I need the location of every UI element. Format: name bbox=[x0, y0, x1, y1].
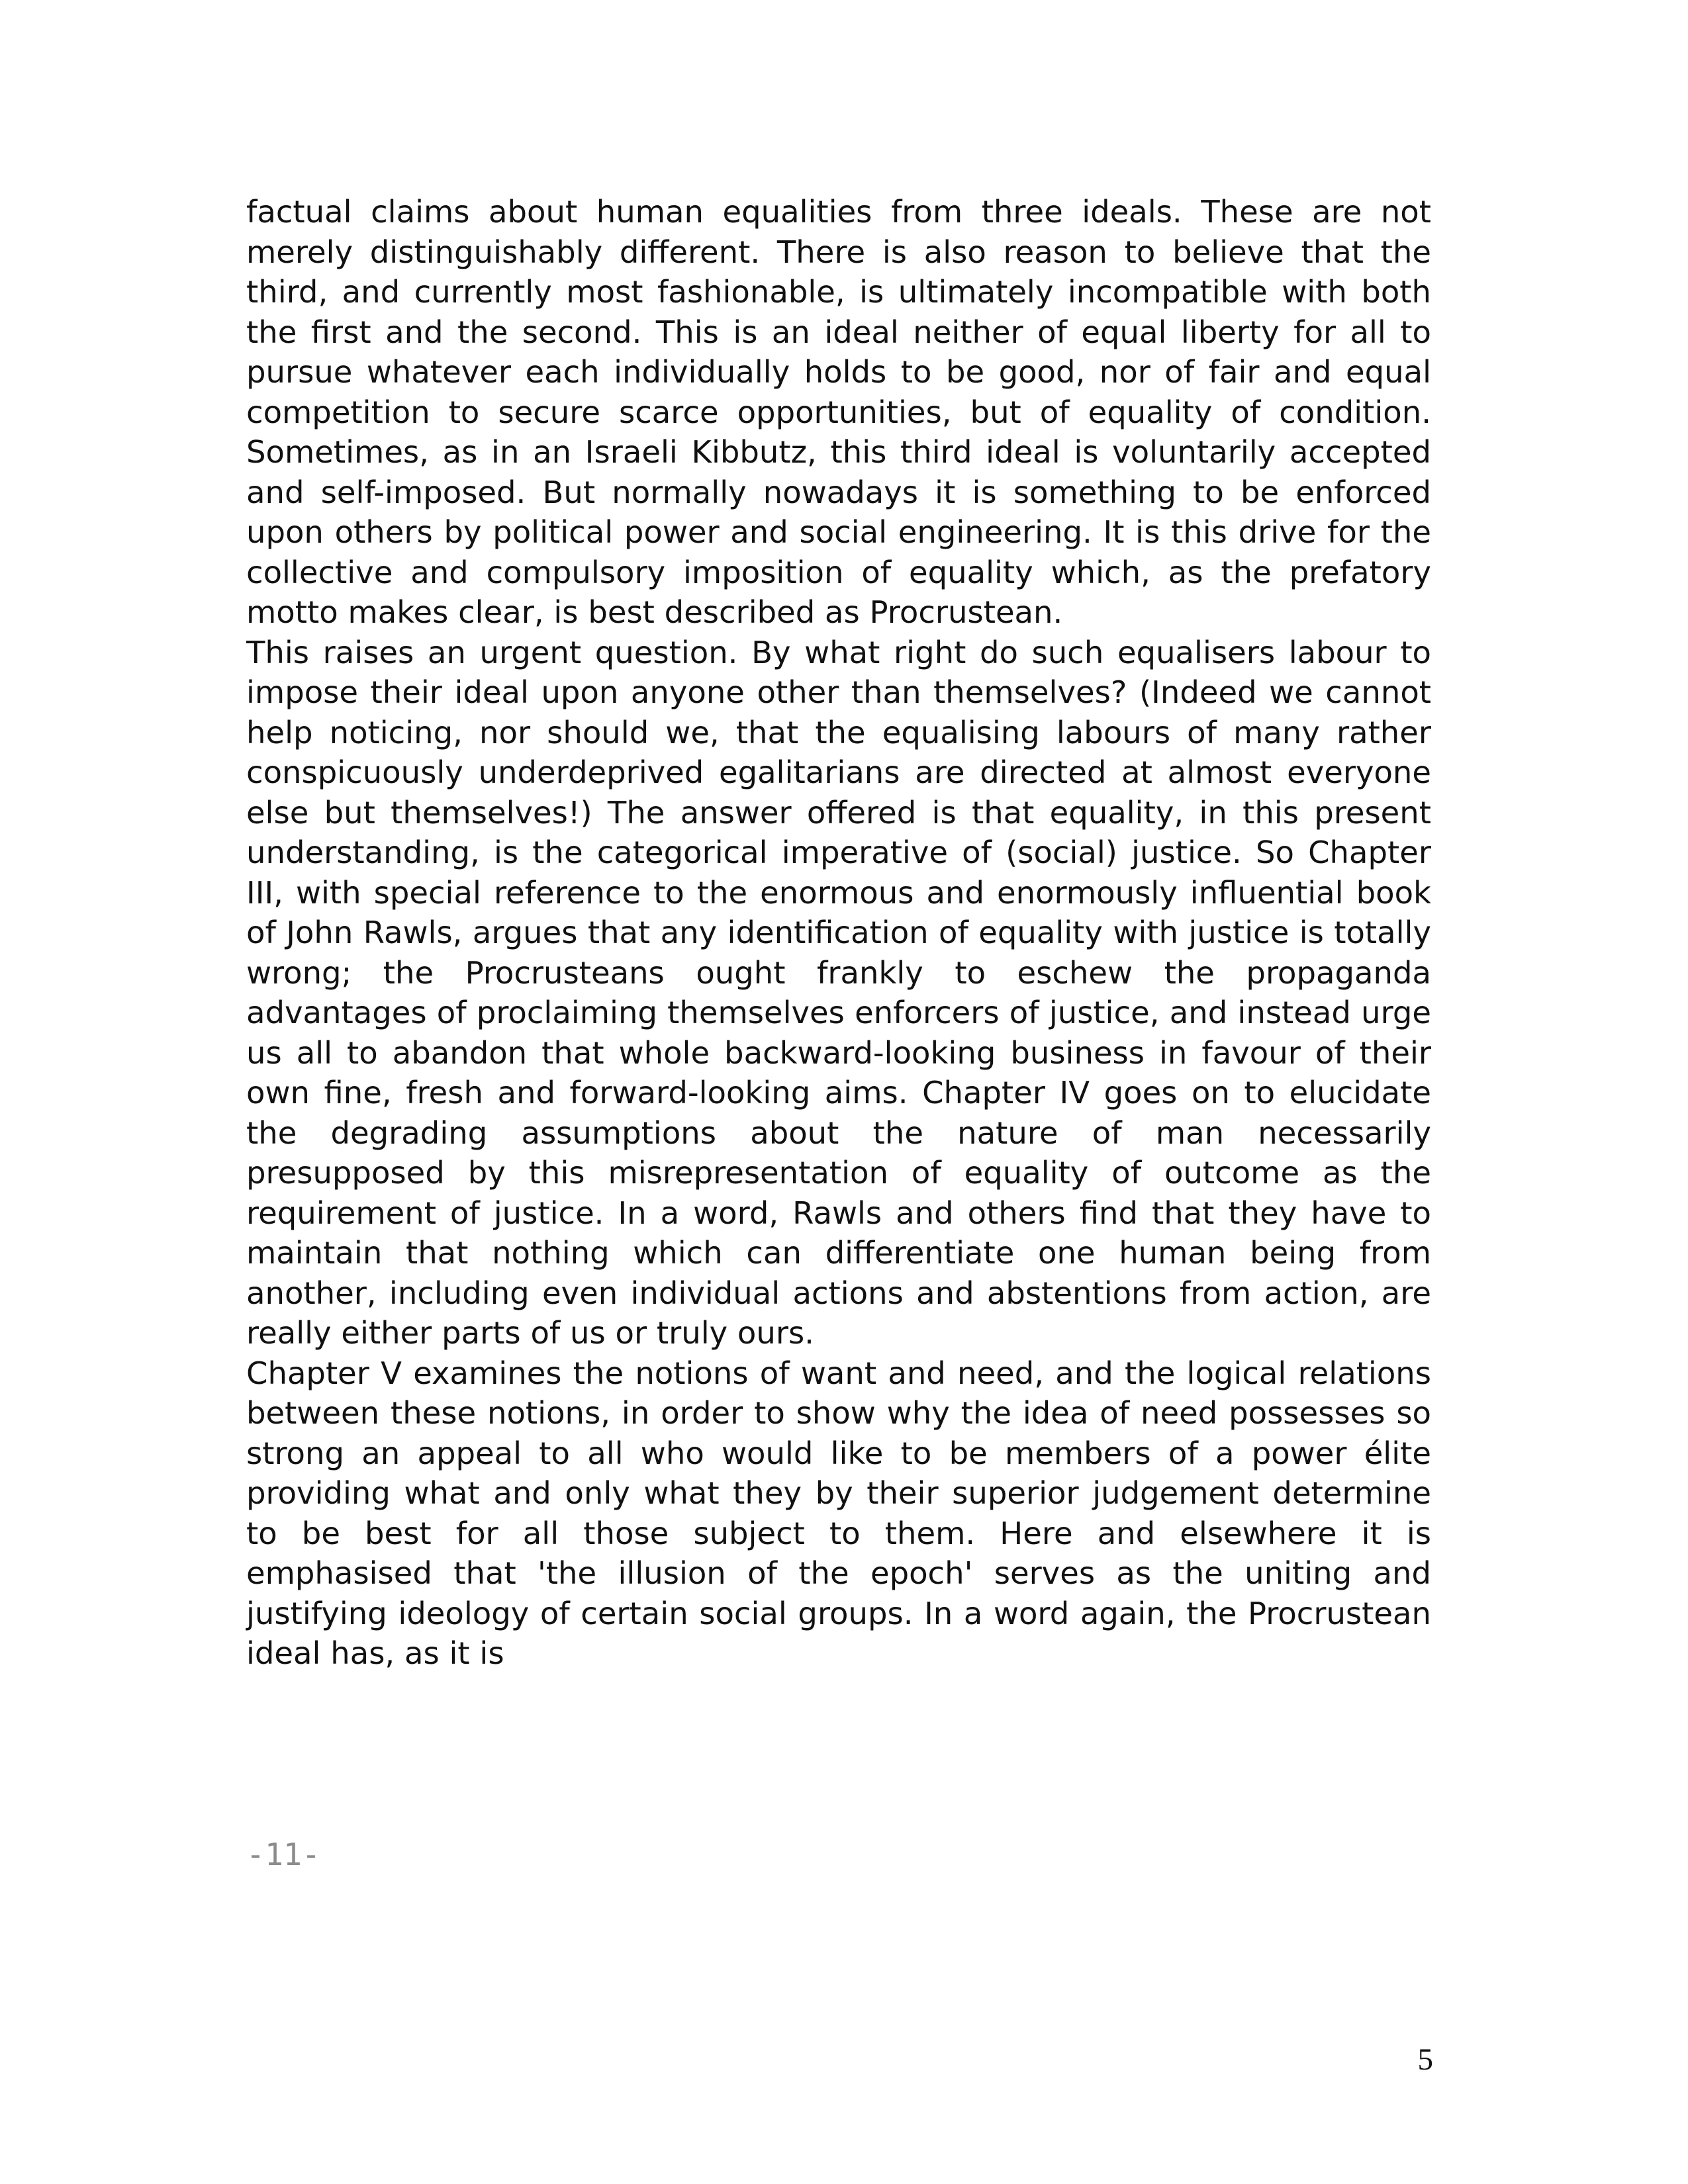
body-text bbox=[246, 192, 1431, 1674]
source-page-number: -11- bbox=[246, 1837, 320, 1872]
paragraph-2: This raises an urgent question. By what right do such equalisers labour to impose their ideal upon anyone other than themselves? (Indeed we cannot help noticing, nor should we, that the equalising labours of many rather conspicuously underdeprived egalitarians are directed at almost everyone else but themselves!) The answer offered is that equality, in this present understanding, is the categorical imperative of (social) justice. So Chapter III, with special reference to the enormous and enormously influential book of John Rawls, argues that any identification of equality with justice is totally wrong; the Procrusteans ought frankly to eschew the propaganda advantages of proclaiming themselves enforcers of justice, and instead urge us all to abandon that whole backward-looking business in favour of their own fine, fresh and forward-looking aims. Chapter IV goes on to elucidate the degrading assumptions about the nature of man necessarily presupposed by this misrepresentation of equality of outcome as the requirement of justice. In a word, Rawls and others find that they have to maintain that nothing which can differentiate one human being from another, including even individual actions and abstentions from action, are really either parts of us or truly ours. bbox=[246, 634, 1431, 1351]
footer-page-number: 5 bbox=[1417, 2042, 1433, 2077]
paragraph-1: factual claims about human equalities from three ideals. These are not merely distinguishably different. There is also reason to believe that the third, and currently most fashionable, is ultimately incompatible with both the first and the second. This is an ideal neither of equal liberty for all to pursue whatever each individually holds to be good, nor of fair and equal competition to secure scarce opportunities, but of equality of condition. Sometimes, as in an Israeli Kibbutz, this third ideal is voluntarily accepted and self-imposed. But normally nowadays it is something to be enforced upon others by political power and social engineering. It is this drive for the collective and compulsory imposition of equality which, as the prefatory motto makes clear, is best described as Procrustean. bbox=[246, 194, 1431, 630]
paragraph-3: Chapter V examines the notions of want and need, and the logical relations between these notions, in order to show why the idea of need possesses so strong an appeal to all who would like to be members of a power élite providing what and only what they by their superior judgement determine to be best for all those subject to them. Here and elsewhere it is emphasised that 'the illusion of the epoch' serves as the uniting and justifying ideology of certain social groups. In a word again, the Procrustean ideal has, as it is bbox=[246, 1355, 1431, 1671]
